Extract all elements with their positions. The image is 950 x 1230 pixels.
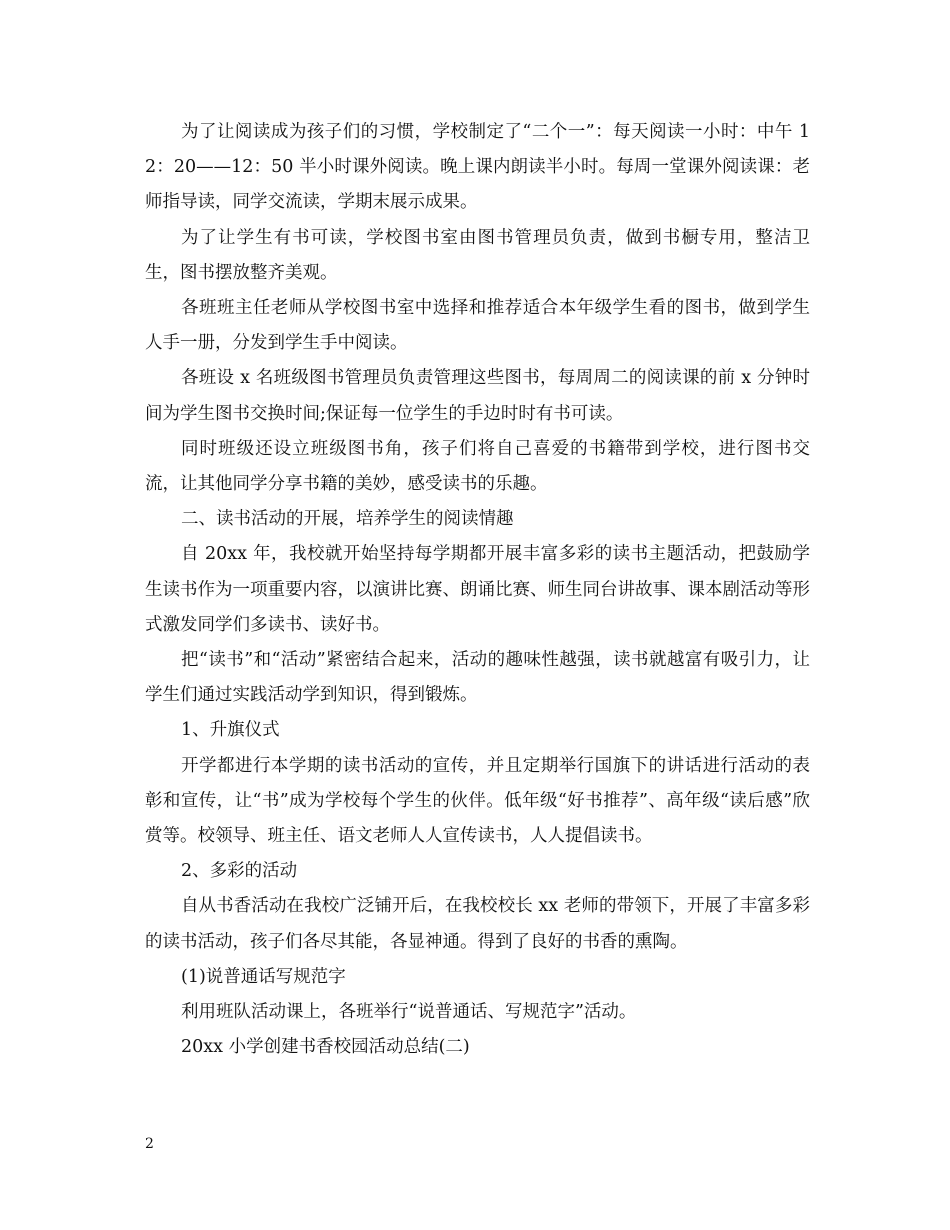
paragraph-reading-and-activities: 把“读书”和“活动”紧密结合起来，活动的趣味性越强，读书就越富有吸引力，让学生们通过实践活动学到知识，得到锻炼。	[145, 650, 810, 706]
paragraph-colorful-activities: 自从书香活动在我校广泛铺开后，在我校校长 xx 老师的带领下，开展了丰富多彩的读书活动，孩子们各尽其能，各显神通。得到了良好的书香的熏陶。	[145, 896, 810, 952]
paragraph-themed-activities: 自 20xx 年，我校就开始坚持每学期都开展丰富多彩的读书主题活动，把鼓励学生读书作为一项重要内容，以演讲比赛、朗诵比赛、师生同台讲故事、课本剧活动等形式激发同学们多读书、读好书。	[145, 544, 810, 635]
paragraph-mandarin-writing: 利用班队活动课上，各班举行“说普通话、写规范字”活动。	[181, 1002, 637, 1023]
subheading-colorful-activities: 2、多彩的活动	[181, 861, 298, 882]
paragraph-library-management: 为了让学生有书可读，学校图书室由图书管理员负责，做到书橱专用，整洁卫生，图书摆放整齐美观。	[145, 227, 810, 283]
section-heading-activities: 二、读书活动的开展，培养学生的阅读情趣	[181, 509, 514, 530]
paragraph-reading-habit: 为了让阅读成为孩子们的习惯，学校制定了“二个一”：每天阅读一小时：中午 12：20——12：50 半小时课外阅读。晚上课内朗读半小时。每周一堂课外阅读课：老师指导读，同学交流读，学期末展示成果。	[145, 122, 810, 213]
document-body	[145, 115, 810, 1065]
paragraph-class-librarians: 各班设 x 名班级图书管理员负责管理这些图书，每周周二的阅读课的前 x 分钟时间为学生图书交换时间;保证每一位学生的手边时时有书可读。	[145, 368, 810, 424]
paragraph-flag-ceremony: 开学都进行本学期的读书活动的宣传，并且定期举行国旗下的讲话进行活动的表彰和宣传，让“书”成为学校每个学生的伙伴。低年级“好书推荐”、高年级“读后感”欣赏等。校领导、班主任、语文老师人人宣传读书，人人提倡读书。	[145, 755, 810, 847]
subheading-mandarin-writing: (1)说普通话写规范字	[181, 966, 346, 987]
paragraph-class-books: 各班班主任老师从学校图书室中选择和推荐适合本年级学生看的图书，做到学生人手一册，分发到学生手中阅读。	[145, 298, 810, 354]
paragraph-summary-title: 20xx 小学创建书香校园活动总结(二)	[181, 1037, 470, 1058]
paragraph-book-corner: 同时班级还设立班级图书角，孩子们将自己喜爱的书籍带到学校，进行图书交流，让其他同学分享书籍的美妙，感受读书的乐趣。	[145, 438, 810, 495]
page-number: 2	[145, 1136, 154, 1152]
subheading-flag-ceremony: 1、升旗仪式	[181, 720, 280, 741]
